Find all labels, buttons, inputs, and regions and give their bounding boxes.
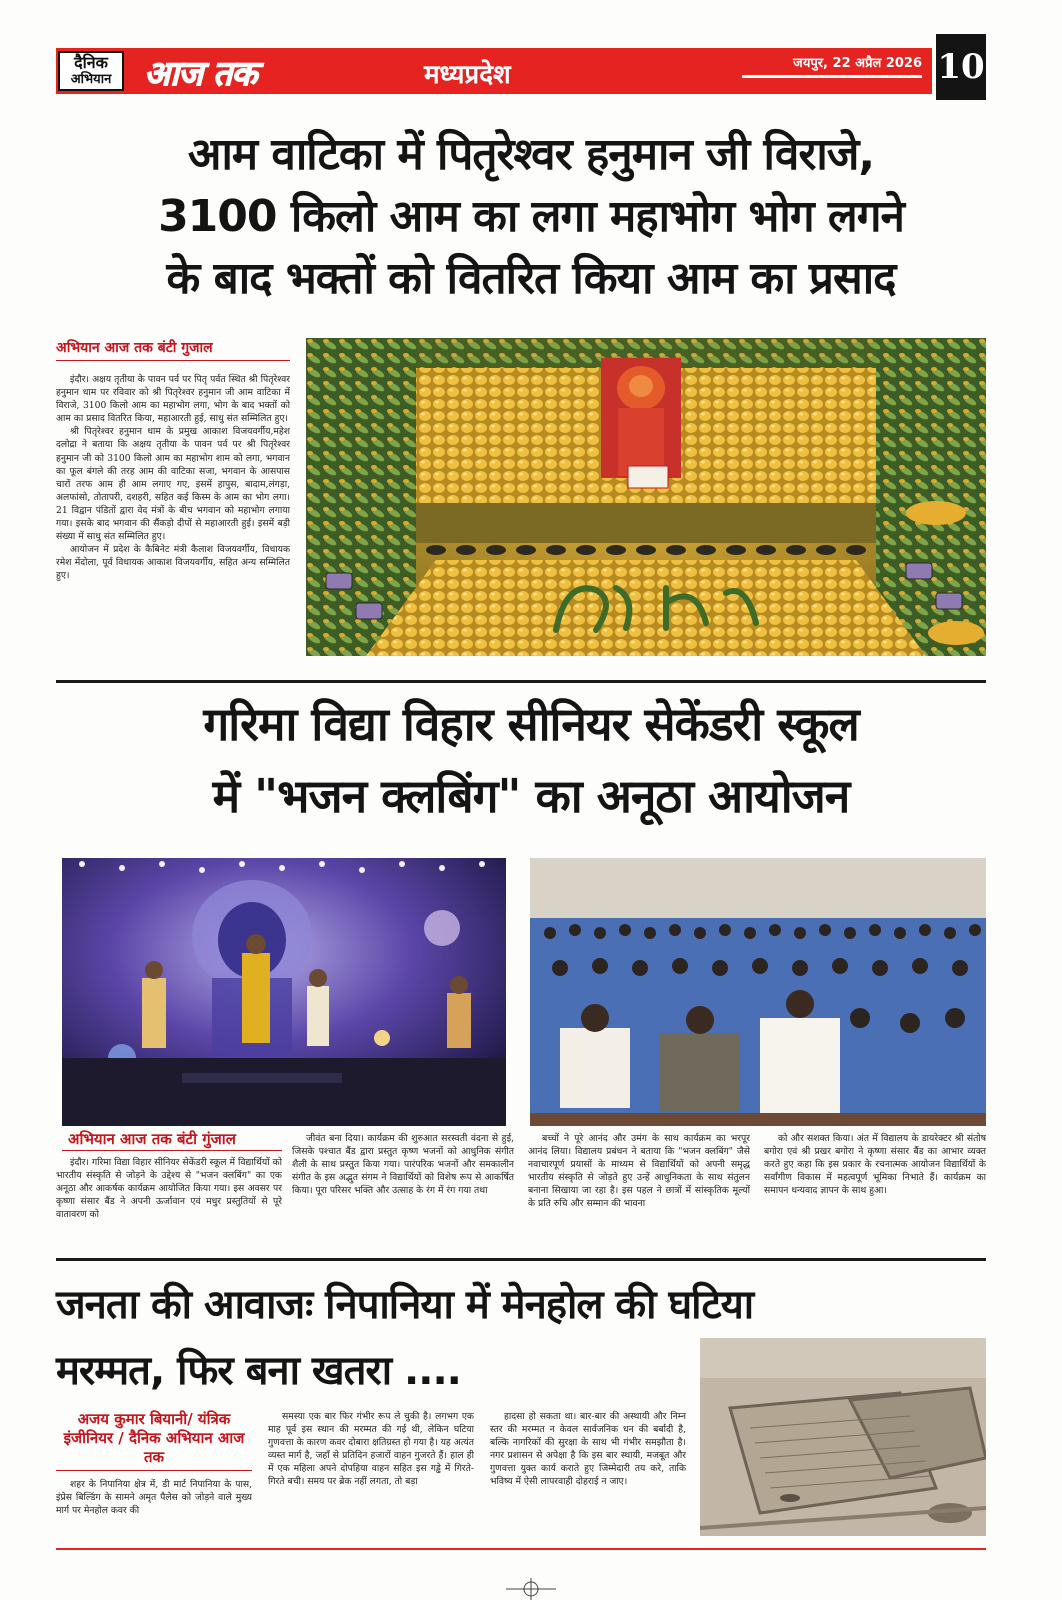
story3-column-2 xyxy=(268,1410,474,1538)
story3-headline xyxy=(56,1272,754,1404)
story1-paragraph: श्री पितृरेश्वर हनुमान धाम के प्रमुख आकाश विजयवर्गीय,महेश दलोद्रा ने बताया कि अक्षय तृतीया के पावन पर्व पर श्री पितृरेश्वर हनुमान जी को 3100 किलो आम का महाभोग शाम को लगा, भगवान का फूल बंगले की तरह आम की वाटिका सजा, भगवान के आसपास चारों तरफ आम ही आम लगाए गए, इसमें हापुस, बादाम,लंगड़ा, अलफांसो, तोतापरी, दशहरी, सहित कई किस्म के आम का भोग लगा। 21 विद्वान पंडितों द्वारा वेद मंत्रों के बीच भगवान को महाभोग लगाया गया। इसके बाद भगवान की सैंकड़ो दीपों से महाआरती हुई। इसमें बड़ी संख्या में साधु संत सम्मिलित हुए। xyxy=(56,426,290,543)
story3-column-text: हादसा हो सकता था। बार-बार की अस्थायी और निम्न स्तर की मरम्मत न केवल सार्वजनिक धन की बर्बादी है, बल्कि नागरिकों की सुरक्षा के साथ भी गंभीर समझौता है। नगर प्रशासन से अपेक्षा है कि इस बार स्थायी, मजबूत और गुणवत्ता युक्त कार्य कराते हुए जिम्मेदारी तय करे, ताकि भविष्य में ऐसी लापरवाही दोहराई न जाए। xyxy=(490,1411,686,1488)
story2-column-text: को और सशक्त किया। अंत में विद्यालय के डायरेक्टर श्री संतोष बगोरा एवं श्री प्रखर बगोरा ने कृष्णा संसार बैंड का आभार व्यक्त करते हुए कहा कि इस प्रकार के रचनात्मक आयोजन विद्यार्थियों के सर्वांगीण विकास में महत्वपूर्ण भूमिका निभाते हैं। कार्यक्रम का समापन धन्यवाद ज्ञापन के साथ हुआ। xyxy=(764,1133,986,1197)
story2-column-4 xyxy=(764,1132,986,1228)
manhole-cover-photo xyxy=(700,1338,986,1536)
story2-byline: अभियान आज तक बंटी गुंजाल xyxy=(68,1130,236,1148)
story2-headline xyxy=(50,688,1012,832)
brand-line-1: दैनिक xyxy=(74,53,108,72)
dateline: जयपुर, 22 अप्रैल 2026 xyxy=(793,56,922,71)
story1-headline-line: 3100 किलो आम का लगा महाभोग भोग लगने xyxy=(158,191,904,242)
story1-headline xyxy=(50,124,1012,310)
story2-column-2 xyxy=(292,1132,514,1228)
story3-byline-rule xyxy=(56,1470,252,1471)
story1-paragraph: आयोजन में प्रदेश के कैबिनेट मंत्री कैलाश विजयवर्गीय, विधायक रमेश मेंदोला, पूर्व विधायक आकाश विजयवर्गीय, सहित अन्य सम्मिलित हुए। xyxy=(56,544,290,582)
story3-headline-line: जनता की आवाजः निपानिया में मेनहोल की घटिया xyxy=(56,1282,754,1328)
story1-byline: अभियान आज तक बंटी गुजाल xyxy=(56,340,213,356)
story1-body xyxy=(56,373,290,655)
registration-mark-icon xyxy=(506,1578,556,1600)
audience-students-photo xyxy=(530,858,986,1126)
story1-paragraph: इंदौर। अक्षय तृतीया के पावन पर्व पर पितृ पर्वत स्थित श्री पितृरेश्वर हनुमान धाम पर रविवार को श्री पितृरेश्वर हनुमान जी आम वाटिका में विराजे, 3100 किलो आम का महाभोग लगा, भोग के बाद भक्तों को आम का प्रसाद वितरित किया, महाआरती हुई, साधु संत सम्मिलित हुए। xyxy=(56,374,290,425)
story2-column-3 xyxy=(528,1132,750,1228)
story2-byline-rule xyxy=(62,1150,282,1151)
brand-line-2: अभियान xyxy=(70,72,112,87)
dateline-underline xyxy=(742,75,922,78)
story3-column-text: शहर के निपानिया क्षेत्र में, डी मार्ट निपानिया के पास, इंप्रेस बिल्डिंग के सामने अमृत पैलेस को जोड़ने वाले मुख्य मार्ग पर मेनहोल कवर की xyxy=(56,1479,252,1517)
masthead xyxy=(56,48,986,100)
story2-column-text: इंदौर। गरिमा विद्या विहार सीनियर सेकेंडरी स्कूल में विद्यार्थियों को भारतीय संस्कृति से जोड़ने के उद्देश्य से "भजन क्लबिंग" का एक अनूठा और आकर्षक कार्यक्रम आयोजित किया गया। इस अवसर पर कृष्णा संसार बैंड ने अपनी ऊर्जावान एवं मधुर प्रस्तुतियों से पूरे वातावरण को xyxy=(56,1157,282,1221)
story2-column-text: जीवंत बना दिया। कार्यक्रम की शुरुआत सरस्वती वंदना से हुई, जिसके पश्चात बैंड द्वारा प्रस्तुत कृष्ण भजनों को आधुनिक संगीत शैली के साथ प्रस्तुत किया गया। पारंपरिक भजनों और समकालीन संगीत के इस अद्भुत संगम ने विद्यार्थियों को विशेष रूप से आकर्षित किया। पूरा परिसर भक्ति और उत्साह के रंग में रंग गया तथा xyxy=(292,1133,514,1197)
story2-column-text: बच्चों ने पूरे आनंद और उमंग के साथ कार्यक्रम का भरपूर आनंद लिया। विद्यालय प्रबंधन ने बताया कि "भजन क्लबिंग" जैसे नवाचारपूर्ण प्रयासों के माध्यम से विद्यार्थियों को अपनी समृद्ध भारतीय संस्कृति से जोड़ते हुए उन्हें आधुनिकता के साथ संतुलन बनाना सिखाया जा रहा है। इस पहल ने छात्रों में सांस्कृतिक मूल्यों के प्रति रुचि और सम्मान की भावना xyxy=(528,1133,750,1210)
story3-byline: अजय कुमार बियानी/ यंत्रिक इंजीनियर / दैनिक अभियान आज तक xyxy=(63,1410,245,1466)
story3-column-3 xyxy=(490,1410,686,1538)
story3-headline-line: मरम्मत, फिर बना खतरा .... xyxy=(56,1348,461,1394)
story3-column-text: समस्या एक बार फिर गंभीर रूप ले चुकी है। लगभग एक माह पूर्व इस स्थान की मरम्मत की गई थी, लेकिन घटिया गुणवत्ता के कारण कवर दोबारा क्षतिग्रस्त हो गया है। यह अत्यंत व्यस्त मार्ग है, जहाँ से प्रतिदिन हजारों वाहन गुजरते हैं। हाल ही में एक महिला अपने दोपहिया वाहन सहित इस गड्ढे में गिरते-गिरते बची। समय पर ब्रेक नहीं लगता, तो बड़ा xyxy=(268,1411,474,1488)
story1-byline-rule xyxy=(56,360,290,361)
section-divider xyxy=(56,1258,986,1261)
bhajan-clubbing-stage-photo xyxy=(62,858,506,1126)
story2-column-1 xyxy=(56,1156,282,1228)
brand-logo xyxy=(58,51,124,91)
story2-headline-line: में "भजन क्लबिंग" का अनूठा आयोजन xyxy=(212,769,850,823)
footer-rule xyxy=(56,1548,986,1550)
story2-headline-line: गरिमा विद्या विहार सीनियर सेकेंडरी स्कूल xyxy=(203,697,859,751)
section-divider xyxy=(56,680,986,683)
story1-headline-line: आम वाटिका में पितृरेश्वर हनुमान जी विराजे, xyxy=(187,129,875,180)
story3-column-1 xyxy=(56,1478,252,1538)
story1-headline-line: के बाद भक्तों को वितरित किया आम का प्रसाद xyxy=(166,253,896,304)
mango-garden-hanuman-photo xyxy=(306,338,986,656)
page-number: 10 xyxy=(936,34,986,100)
brand-name: आज तक xyxy=(144,54,257,94)
section-title: मध्यप्रदेश xyxy=(424,60,511,90)
